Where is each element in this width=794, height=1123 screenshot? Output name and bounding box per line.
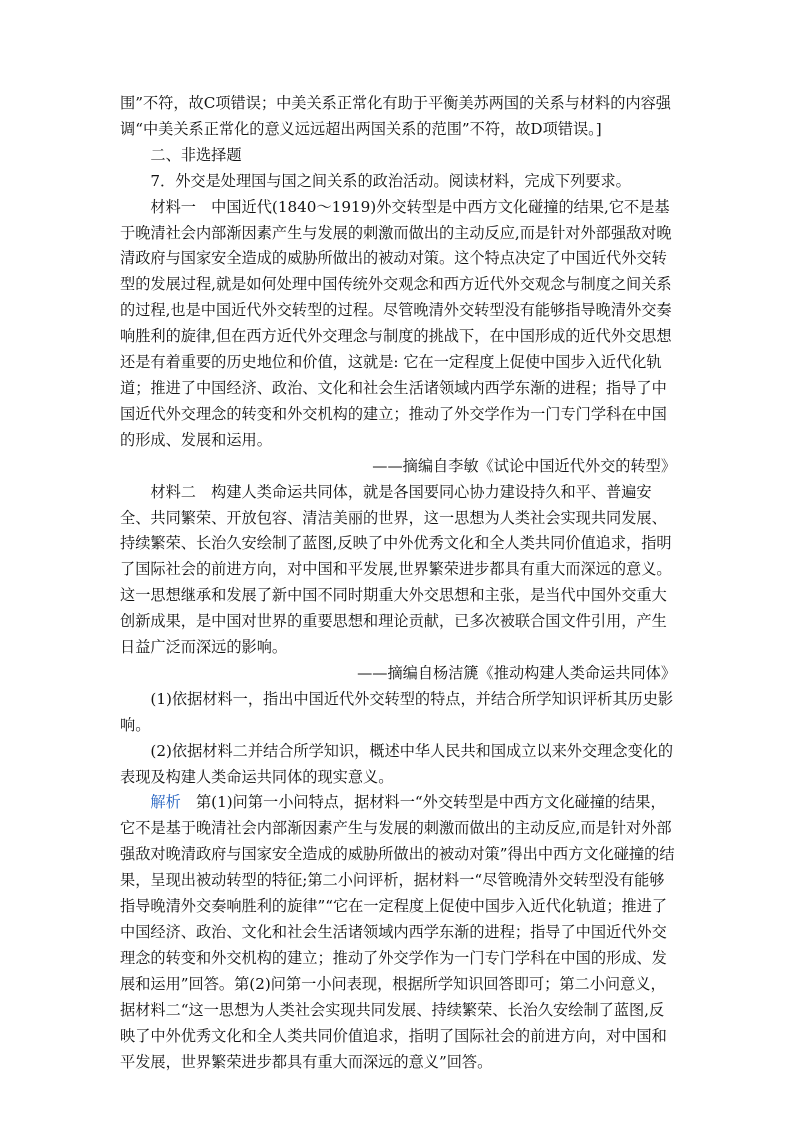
material-one-source: ——摘编自李敏《试论中国近代外交的转型》 (372, 456, 676, 475)
analysis-paragraph (120, 790, 676, 1075)
analysis-label: 解析 (150, 793, 181, 812)
analysis-text: 第(1)问第一小问特点，据材料一“外交转型是中西方文化碰撞的结果，它不是基于晚清社会内部渐因素产生与发展的刺激而做出的主动反应,而是针对外部强敌对晚清政府与国家安全造成的威胁所做出的被动对策”得出中西方文化碰撞的结果，呈现出被动转型的特征;第二小问评析，据材料一“尽管晚清外交转型没有能够指导晚清外交奏响胜利的旋律”“它在一定程度上促使中国步入近代化轨道；推进了中国经济、政治、文化和社会生活诸领域内西学东渐的进程；指导了中国近代外交理念的转变和外交机构的建立；推动了外交学作为一门专门学科在中国的形成、发展和运用”回答。第(2)问第一小问表现，根据所学知识回答即可；第二小问意义，据材料二“这一思想为人类社会实现共同发展、持续繁荣、长治久安绘制了蓝图,反映了中外优秀文化和全人类共同价值追求，指明了国际社会的前进方向，对中国和平发展，世界繁荣进步都具有重大而深远的意义”回答。 (120, 793, 675, 1071)
material-two-text: 材料二 构建人类命运共同体，就是各国要同心协力建设持久和平、普遍安全、共同繁荣、开放包容、清洁美丽的世界，这一思想为人类社会实现共同发展、持续繁荣、长治久安绘制了蓝图,反映了中外优秀文化和全人类共同价值追求，指明了国际社会的前进方向，对中国和平发展,世界繁荣进步都具有重大而深远的意义。这一思想继承和发展了新中国不同时期重大外交思想和主张，是当代中国外交重大创新成果，是中国对世界的重要思想和理论贡献，已多次被联合国文件引用，产生日益广泛而深远的影响。 (120, 482, 672, 657)
material-one-text: 材料一 中国近代(1840～1919)外交转型是中西方文化碰撞的结果,它不是基于晚清社会内部渐因素产生与发展的刺激而做出的主动反应,而是针对外部强敌对晚清政府与国家安全造成的威胁所做出的被动对策。这个特点决定了中国近代外交转型的发展过程,就是如何处理中国传统外交观念和西方近代外交观念与制度之间关系的过程,也是中国近代外交转型的过程。尽管晚清外交转型没有能够指导晚清外交奏响胜利的旋律,但在西方近代外交理念与制度的挑战下，在中国形成的近代外交思想还是有着重要的历史地位和价值，这就是: 它在一定程度上促使中国步入近代化轨道；推进了中国经济、政治、文化和社会生活诸领域内西学东渐的进程；指导了中国近代外交理念的转变和外交机构的建立；推动了外交学作为一门专门学科在中国的形成、发展和运用。 (120, 197, 672, 449)
question-stem: 7．外交是处理国与国之间关系的政治活动。阅读材料，完成下列要求。 (150, 171, 631, 190)
sub-question-2: (2)依据材料二并结合所学知识，概述中华人民共和国成立以来外交理念变化的表现及构建人类命运共同体的现实意义。 (120, 741, 674, 786)
previous-answer-tail: 围”不符，故C项错误；中美关系正常化有助于平衡美苏两国的关系与材料的内容强调“中美关系正常化的意义远远超出两国关系的范围”不符，故D项错误。] (120, 94, 671, 138)
section-heading: 二、非选择题 (150, 145, 242, 164)
material-two-source: ——摘编自杨洁篪《推动构建人类命运共同体》 (357, 663, 676, 682)
page-content (120, 91, 676, 1075)
sub-question-1: (1)依据材料一，指出中国近代外交转型的特点，并结合所学知识评析其历史影响。 (120, 689, 674, 734)
